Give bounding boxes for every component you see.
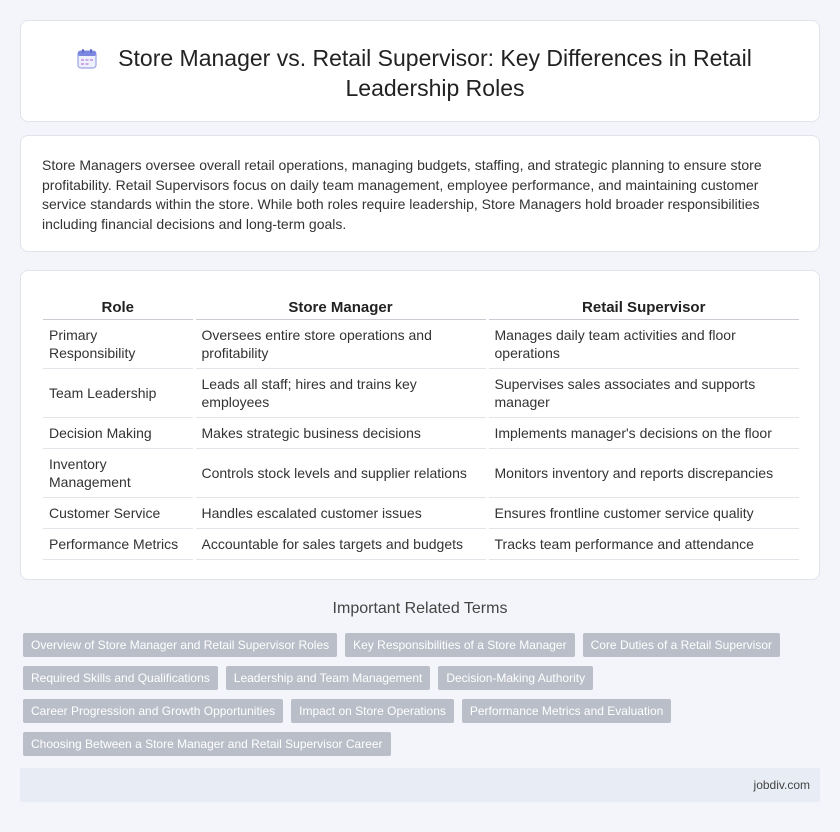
intro-paragraph: Store Managers oversee overall retail operations, managing budgets, staffing, and strategic planning to ensure store profitability. Retail Supervisors focus on daily team management, employee performance, and maintaining customer service standards within the store. While both roles require leadership, Store Managers hold broader responsibilities including financial decisions and long-term goals. bbox=[42, 157, 762, 232]
role-cell: Decision Making bbox=[43, 417, 194, 448]
header-store-manager: Store Manager bbox=[194, 297, 487, 319]
store-manager-cell: Handles escalated customer issues bbox=[194, 497, 487, 528]
related-term-tag[interactable]: Required Skills and Qualifications bbox=[23, 666, 218, 690]
role-cell: Inventory Management bbox=[43, 448, 194, 497]
footer-bar bbox=[20, 768, 820, 802]
table-row bbox=[43, 448, 799, 497]
related-terms-heading: Important Related Terms bbox=[332, 600, 508, 617]
store-manager-cell: Oversees entire store operations and profitability bbox=[194, 319, 487, 368]
related-term-tag[interactable]: Overview of Store Manager and Retail Supervisor Roles bbox=[23, 633, 337, 657]
comparison-card bbox=[20, 270, 820, 580]
table-header-row bbox=[43, 297, 799, 319]
store-manager-cell: Accountable for sales targets and budgets bbox=[194, 528, 487, 559]
retail-supervisor-cell: Implements manager's decisions on the floor bbox=[487, 417, 799, 448]
table-row bbox=[43, 319, 799, 368]
table-row bbox=[43, 497, 799, 528]
table-row bbox=[43, 368, 799, 417]
related-term-tag[interactable]: Leadership and Team Management bbox=[226, 666, 431, 690]
related-term-tag[interactable]: Key Responsibilities of a Store Manager bbox=[345, 633, 574, 657]
related-term-tag[interactable]: Performance Metrics and Evaluation bbox=[462, 699, 671, 723]
header-retail-supervisor: Retail Supervisor bbox=[487, 297, 799, 319]
retail-supervisor-cell: Supervises sales associates and supports manager bbox=[487, 368, 799, 417]
header-role: Role bbox=[43, 297, 194, 319]
retail-supervisor-cell: Manages daily team activities and floor operations bbox=[487, 319, 799, 368]
related-term-tag[interactable]: Choosing Between a Store Manager and Retail Supervisor Career bbox=[23, 732, 391, 756]
related-term-tag[interactable]: Decision-Making Authority bbox=[438, 666, 593, 690]
title-card bbox=[20, 20, 820, 122]
table-row bbox=[43, 528, 799, 559]
intro-card bbox=[20, 135, 820, 252]
store-manager-cell: Controls stock levels and supplier relations bbox=[194, 448, 487, 497]
footer-site-link[interactable]: jobdiv.com bbox=[753, 778, 810, 792]
role-cell: Customer Service bbox=[43, 497, 194, 528]
table-row bbox=[43, 417, 799, 448]
retail-supervisor-cell: Tracks team performance and attendance bbox=[487, 528, 799, 559]
page-title: Store Manager vs. Retail Supervisor: Key Differences in Retail Leadership Roles bbox=[118, 45, 752, 101]
role-cell: Primary Responsibility bbox=[43, 319, 194, 368]
retail-supervisor-cell: Monitors inventory and reports discrepancies bbox=[487, 448, 799, 497]
related-terms-list bbox=[23, 633, 783, 756]
retail-supervisor-cell: Ensures frontline customer service quality bbox=[487, 497, 799, 528]
store-manager-cell: Leads all staff; hires and trains key employees bbox=[194, 368, 487, 417]
role-cell: Team Leadership bbox=[43, 368, 194, 417]
related-term-tag[interactable]: Impact on Store Operations bbox=[291, 699, 454, 723]
store-manager-cell: Makes strategic business decisions bbox=[194, 417, 487, 448]
comparison-table bbox=[43, 297, 799, 560]
related-term-tag[interactable]: Core Duties of a Retail Supervisor bbox=[583, 633, 780, 657]
related-term-tag[interactable]: Career Progression and Growth Opportunities bbox=[23, 699, 283, 723]
role-cell: Performance Metrics bbox=[43, 528, 194, 559]
